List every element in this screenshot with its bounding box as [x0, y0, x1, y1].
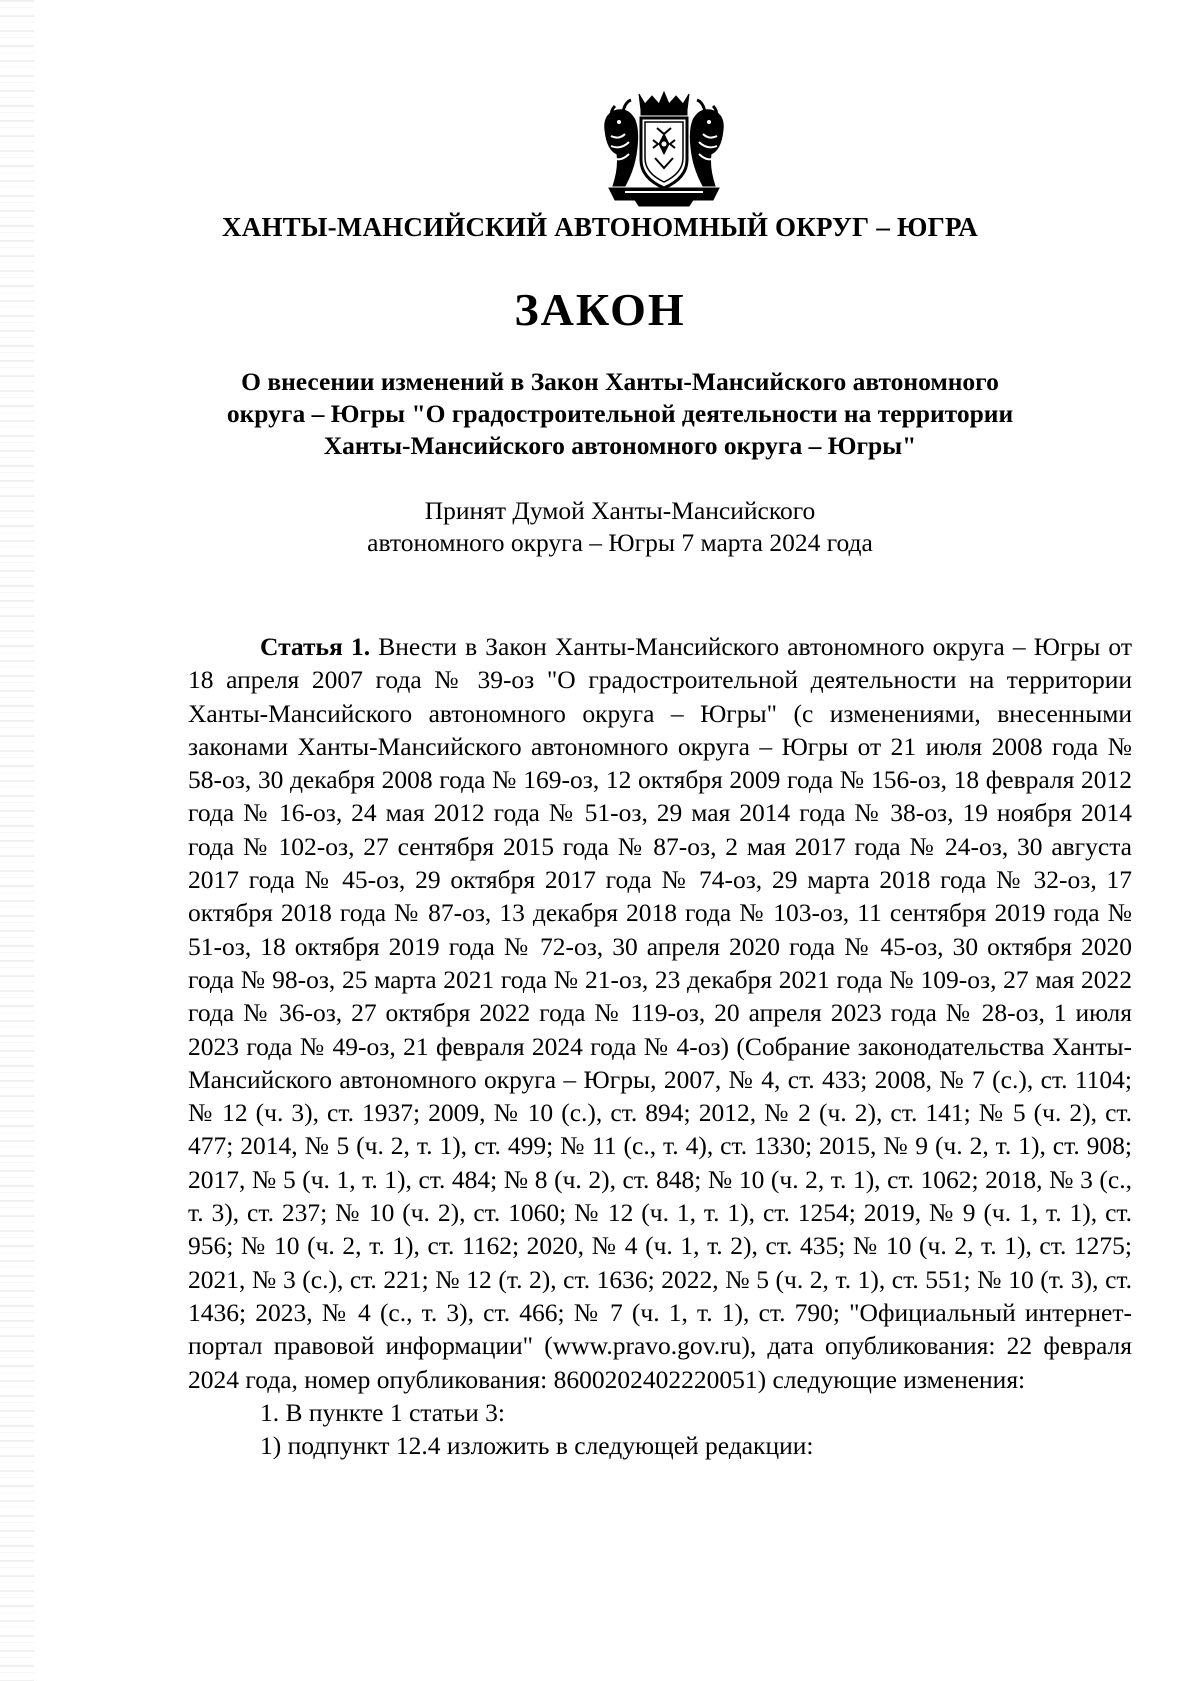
article-1-item-1: 1. В пункте 1 статьи 3:	[260, 1397, 506, 1427]
coat-of-arms-emblem	[595, 90, 733, 208]
article-1-section	[188, 630, 1132, 1462]
adoption-line: автономного округа – Югры 7 марта 2024 года	[367, 528, 873, 557]
article-1-label: Статья 1.	[260, 632, 371, 661]
adoption-note	[300, 495, 940, 559]
adoption-line: Принят Думой Ханты-Мансийского	[424, 496, 816, 525]
scan-edge-artifact	[0, 0, 34, 1681]
subject-line: О внесении изменений в Закон Ханты-Мансийского автономного	[241, 367, 999, 396]
region-heading: ХАНТЫ-МАНСИЙСКИЙ АВТОНОМНЫЙ ОКРУГ – ЮГРА	[222, 212, 978, 242]
article-1-paragraph	[188, 630, 1132, 1396]
article-1-subitem-1: 1) подпункт 12.4 изложить в следующей редакции:	[260, 1431, 814, 1461]
document-type-heading: ЗАКОН	[514, 284, 686, 335]
subject-line: округа – Югры "О градостроительной деятельности на территории	[226, 399, 1014, 428]
subject-line: Ханты-Мансийского автономного округа – Югры"	[323, 431, 917, 460]
article-1-text: Внести в Закон Ханты-Мансийского автономного округа – Югры от 18 апреля 2007 года № 39-оз "О градостроительной деятельности на территории Ханты-Мансийского автономного округа – Югры" (с изменениями, внесенными законами Ханты-Мансийского автономного округа – Югры от 21 июля 2008 года № 58-оз, 30 декабря 2008 года № 169-оз, 12 октября 2009 года № 156-оз, 18 февраля 2012 года № 16-оз, 24 мая 2012 года № 51-оз, 29 мая 2014 года № 38-оз, 19 ноября 2014 года № 102-оз, 27 сентября 2015 года № 87-оз, 2 мая 2017 года № 24-оз, 30 августа 2017 года № 45-оз, 29 октября 2017 года № 74-оз, 29 марта 2018 года № 32-оз, 17 октября 2018 года № 87-оз, 13 декабря 2018 года № 103-оз, 11 сентября 2019 года № 51-оз, 18 октября 2019 года № 72-оз, 30 апреля 2020 года № 45-оз, 30 октября 2020 года № 98-оз, 25 марта 2021 года № 21-оз, 23 декабря 2021 года № 109-оз, 27 мая 2022 года № 36-оз, 27 октября 2022 года № 119-оз, 20 апреля 2023 года № 28-оз, 1 июля 2023 года № 49-оз, 21 февраля 2024 года № 4-оз) (Собрание законодательства Ханты-Мансийского автономного округа – Югры, 2007, № 4, ст. 433; 2008, № 7 (с.), ст. 1104; № 12 (ч. 3), ст. 1937; 2009, № 10 (с.), ст. 894; 2012, № 2 (ч. 2), ст. 141; № 5 (ч. 2), ст. 477; 2014, № 5 (ч. 2, т. 1), ст. 499; № 11 (с., т. 4), ст. 1330; 2015, № 9 (ч. 2, т. 1), ст. 908; 2017, № 5 (ч. 1, т. 1), ст. 484; № 8 (ч. 2), ст. 848; № 10 (ч. 2, т. 1), ст. 1062; 2018, № 3 (с., т. 3), ст. 237; № 10 (ч. 2), ст. 1060; № 12 (ч. 1, т. 1), ст. 1254; 2019, № 9 (ч. 1, т. 1), ст. 956; № 10 (ч. 2, т. 1), ст. 1162; 2020, № 4 (ч. 1, т. 2), ст. 435; № 10 (ч. 2, т. 1), ст. 1275; 2021, № 3 (с.), ст. 221; № 12 (т. 2), ст. 1636; 2022, № 5 (ч. 2, т. 1), ст. 551; № 10 (т. 3), ст. 1436; 2023, № 4 (с., т. 3), ст. 466; № 7 (ч. 1, т. 1), ст. 790; "Официальный интернет-портал правовой информации" (www.pravo.gov.ru), дата опубликования: 22 февраля 2024 года, номер опубликования: 8600202402220051) следующие изменения:	[188, 632, 1132, 1394]
law-subject-title	[200, 366, 1040, 462]
